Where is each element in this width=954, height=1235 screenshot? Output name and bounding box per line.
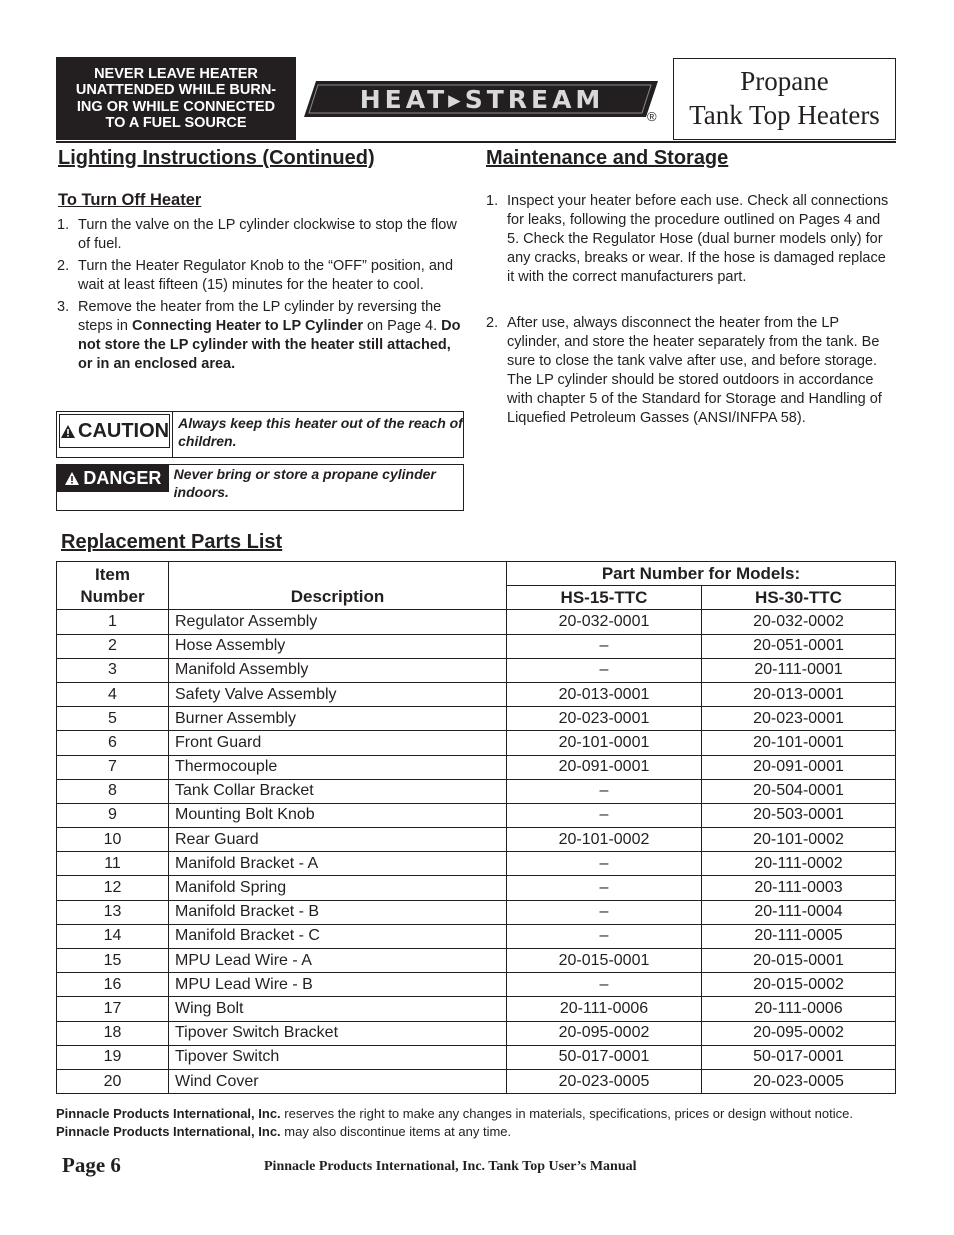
registered-mark: ® — [647, 109, 657, 124]
item-cell: 7 — [57, 755, 169, 779]
item-cell: 11 — [57, 852, 169, 876]
description-cell: Front Guard — [169, 731, 507, 755]
table-row — [57, 1021, 896, 1045]
table-row — [57, 731, 896, 755]
turn-off-steps — [57, 216, 467, 377]
disclaimer-note: Pinnacle Products International, Inc. reserves the right to make any changes in materials, specifications, prices or design without notice. Pinnacle Products International, Inc. may also discontinue items at any time. — [56, 1106, 853, 1139]
item-cell: 6 — [57, 731, 169, 755]
list-item: 1. Turn the valve on the LP cylinder clockwise to stop the flow of fuel. — [57, 217, 457, 252]
hs30-part-cell: 20-013-0001 — [702, 682, 896, 706]
table-row — [57, 803, 896, 827]
description-cell: Manifold Bracket - B — [169, 900, 507, 924]
item-cell: 19 — [57, 1045, 169, 1069]
hs15-part-cell: 20-101-0001 — [507, 731, 702, 755]
col-model-hs15: HS-15-TTC — [507, 586, 702, 610]
hs15-part-cell: 20-015-0001 — [507, 949, 702, 973]
title-line: Propane — [740, 66, 829, 96]
table-row — [57, 779, 896, 803]
warning-banner — [56, 57, 296, 140]
hs30-part-cell: 20-032-0002 — [702, 610, 896, 634]
item-cell: 18 — [57, 1021, 169, 1045]
col-description: Description — [169, 562, 507, 610]
table-row — [57, 755, 896, 779]
description-cell: Manifold Spring — [169, 876, 507, 900]
hs30-part-cell: 20-101-0001 — [702, 731, 896, 755]
caution-text: Always keep this heater out of the reach of children. — [172, 412, 463, 457]
item-cell: 16 — [57, 973, 169, 997]
item-cell: 3 — [57, 658, 169, 682]
item-cell: 8 — [57, 779, 169, 803]
maintenance-heading: Maintenance and Storage — [486, 147, 729, 169]
hs15-part-cell: 20-013-0001 — [507, 682, 702, 706]
danger-label: DANGER — [57, 465, 169, 492]
table-row — [57, 876, 896, 900]
description-cell: Safety Valve Assembly — [169, 682, 507, 706]
hs15-part-cell: – — [507, 634, 702, 658]
col-item-number: Item Number — [57, 562, 169, 610]
item-cell: 9 — [57, 803, 169, 827]
hs15-part-cell: – — [507, 973, 702, 997]
hs30-part-cell: 20-111-0005 — [702, 924, 896, 948]
table-row — [57, 900, 896, 924]
description-cell: Wing Bolt — [169, 997, 507, 1021]
table-row — [57, 949, 896, 973]
header-rule — [56, 141, 896, 143]
warning-triangle-icon — [60, 424, 76, 439]
description-cell: Burner Assembly — [169, 707, 507, 731]
description-cell: Regulator Assembly — [169, 610, 507, 634]
item-cell: 1 — [57, 610, 169, 634]
hs30-part-cell: 20-111-0001 — [702, 658, 896, 682]
description-cell: Mounting Bolt Knob — [169, 803, 507, 827]
hs15-part-cell: 20-111-0006 — [507, 997, 702, 1021]
maintenance-steps — [486, 192, 891, 431]
table-row — [57, 997, 896, 1021]
hs15-part-cell: 20-101-0002 — [507, 828, 702, 852]
hs15-part-cell: 50-017-0001 — [507, 1045, 702, 1069]
hs30-part-cell: 20-111-0006 — [702, 997, 896, 1021]
list-item: 3. Remove the heater from the LP cylinder by reversing the steps in Connecting Heater to LP Cylinder on Page 4. Do not store the LP cylinder with the heater still attached, or in an enclosed area. — [57, 299, 461, 372]
description-cell: MPU Lead Wire - B — [169, 973, 507, 997]
hs15-part-cell: – — [507, 900, 702, 924]
item-cell: 4 — [57, 682, 169, 706]
warning-line: NEVER LEAVE HEATER — [94, 65, 258, 82]
item-cell: 10 — [57, 828, 169, 852]
hs15-part-cell: 20-095-0002 — [507, 1021, 702, 1045]
table-row — [57, 634, 896, 658]
hs15-part-cell: – — [507, 658, 702, 682]
hs15-part-cell: – — [507, 924, 702, 948]
hs30-part-cell: 20-111-0004 — [702, 900, 896, 924]
document-title-box — [673, 58, 896, 140]
warning-line: ING OR WHILE CONNECTED — [76, 98, 276, 115]
description-cell: Tipover Switch — [169, 1045, 507, 1069]
table-row — [57, 852, 896, 876]
description-cell: Hose Assembly — [169, 634, 507, 658]
hs30-part-cell: 20-023-0005 — [702, 1069, 896, 1093]
warning-line: TO A FUEL SOURCE — [105, 115, 247, 131]
hs30-part-cell: 20-023-0001 — [702, 707, 896, 731]
page-number: Page 6 — [62, 1153, 121, 1177]
table-row — [57, 707, 896, 731]
description-cell: MPU Lead Wire - A — [169, 949, 507, 973]
description-cell: Thermocouple — [169, 755, 507, 779]
description-cell: Manifold Bracket - A — [169, 852, 507, 876]
hs15-part-cell: – — [507, 803, 702, 827]
heatstream-logo — [302, 80, 660, 118]
list-item: 1. Inspect your heater before each use. Check all connections for leaks, following the procedure outlined on Pages 4 and 5. Check the Regulator Hose (dual burner models only) for any cracks, breaks or wear. If the hose is damaged replace it with the correct manufacturers part. — [486, 193, 889, 285]
description-cell: Wind Cover — [169, 1069, 507, 1093]
table-row — [57, 924, 896, 948]
item-cell: 13 — [57, 900, 169, 924]
manual-title: Pinnacle Products International, Inc. Tank Top User’s Manual — [264, 1159, 637, 1174]
list-item: 2. Turn the Heater Regulator Knob to the “OFF” position, and wait at least fifteen (15) minutes for the heater to cool. — [57, 258, 454, 293]
caution-box — [56, 411, 464, 458]
item-cell: 17 — [57, 997, 169, 1021]
description-cell: Manifold Bracket - C — [169, 924, 507, 948]
table-row — [57, 682, 896, 706]
table-row — [57, 828, 896, 852]
table-row — [57, 1069, 896, 1093]
description-cell: Tank Collar Bracket — [169, 779, 507, 803]
item-cell: 20 — [57, 1069, 169, 1093]
hs30-part-cell: 20-091-0001 — [702, 755, 896, 779]
col-part-number: Part Number for Models: — [507, 562, 896, 586]
parts-table-body — [57, 610, 896, 1094]
warning-line: UNATTENDED WHILE BURN- — [75, 82, 277, 98]
table-row — [57, 658, 896, 682]
table-row — [57, 973, 896, 997]
hs30-part-cell: 20-101-0002 — [702, 828, 896, 852]
danger-text: Never bring or store a propane cylinder indoors. — [173, 466, 436, 500]
hs15-part-cell: 20-032-0001 — [507, 610, 702, 634]
hs30-part-cell: 20-015-0002 — [702, 973, 896, 997]
item-cell: 15 — [57, 949, 169, 973]
hs15-part-cell: 20-023-0001 — [507, 707, 702, 731]
danger-box — [56, 464, 464, 511]
description-cell: Tipover Switch Bracket — [169, 1021, 507, 1045]
caution-label: CAUTION — [59, 414, 170, 448]
hs30-part-cell: 20-111-0002 — [702, 852, 896, 876]
hs30-part-cell: 20-095-0002 — [702, 1021, 896, 1045]
parts-table — [56, 561, 896, 1094]
table-row — [57, 610, 896, 634]
item-cell: 5 — [57, 707, 169, 731]
turn-off-subheading: To Turn Off Heater — [58, 191, 202, 209]
title-line: Tank Top Heaters — [689, 100, 880, 130]
hs15-part-cell: 20-091-0001 — [507, 755, 702, 779]
hs15-part-cell: – — [507, 779, 702, 803]
hs30-part-cell: 20-503-0001 — [702, 803, 896, 827]
hs30-part-cell: 20-051-0001 — [702, 634, 896, 658]
hs30-part-cell: 20-111-0003 — [702, 876, 896, 900]
description-cell: Manifold Assembly — [169, 658, 507, 682]
hs30-part-cell: 20-504-0001 — [702, 779, 896, 803]
hs30-part-cell: 50-017-0001 — [702, 1045, 896, 1069]
hs15-part-cell: 20-023-0005 — [507, 1069, 702, 1093]
list-item: 2. After use, always disconnect the heater from the LP cylinder, and store the heater separately from the tank. Be sure to close the tank valve after use, and before storage. The LP cylinder should be stored outdoors in accordance with chapter 5 of the Standard for Storage and Handling of Liquefied Petroleum Gasses (ANSI/INFPA 58). — [486, 315, 882, 426]
hs30-part-cell: 20-015-0001 — [702, 949, 896, 973]
col-model-hs30: HS-30-TTC — [702, 586, 896, 610]
item-cell: 14 — [57, 924, 169, 948]
description-cell: Rear Guard — [169, 828, 507, 852]
parts-heading: Replacement Parts List — [61, 531, 283, 553]
warning-triangle-icon — [64, 471, 80, 486]
item-cell: 2 — [57, 634, 169, 658]
table-row — [57, 1045, 896, 1069]
hs15-part-cell: – — [507, 852, 702, 876]
item-cell: 12 — [57, 876, 169, 900]
lighting-heading: Lighting Instructions (Continued) — [58, 147, 375, 169]
hs15-part-cell: – — [507, 876, 702, 900]
logo-text: HEAT▸STREAM — [359, 85, 605, 114]
